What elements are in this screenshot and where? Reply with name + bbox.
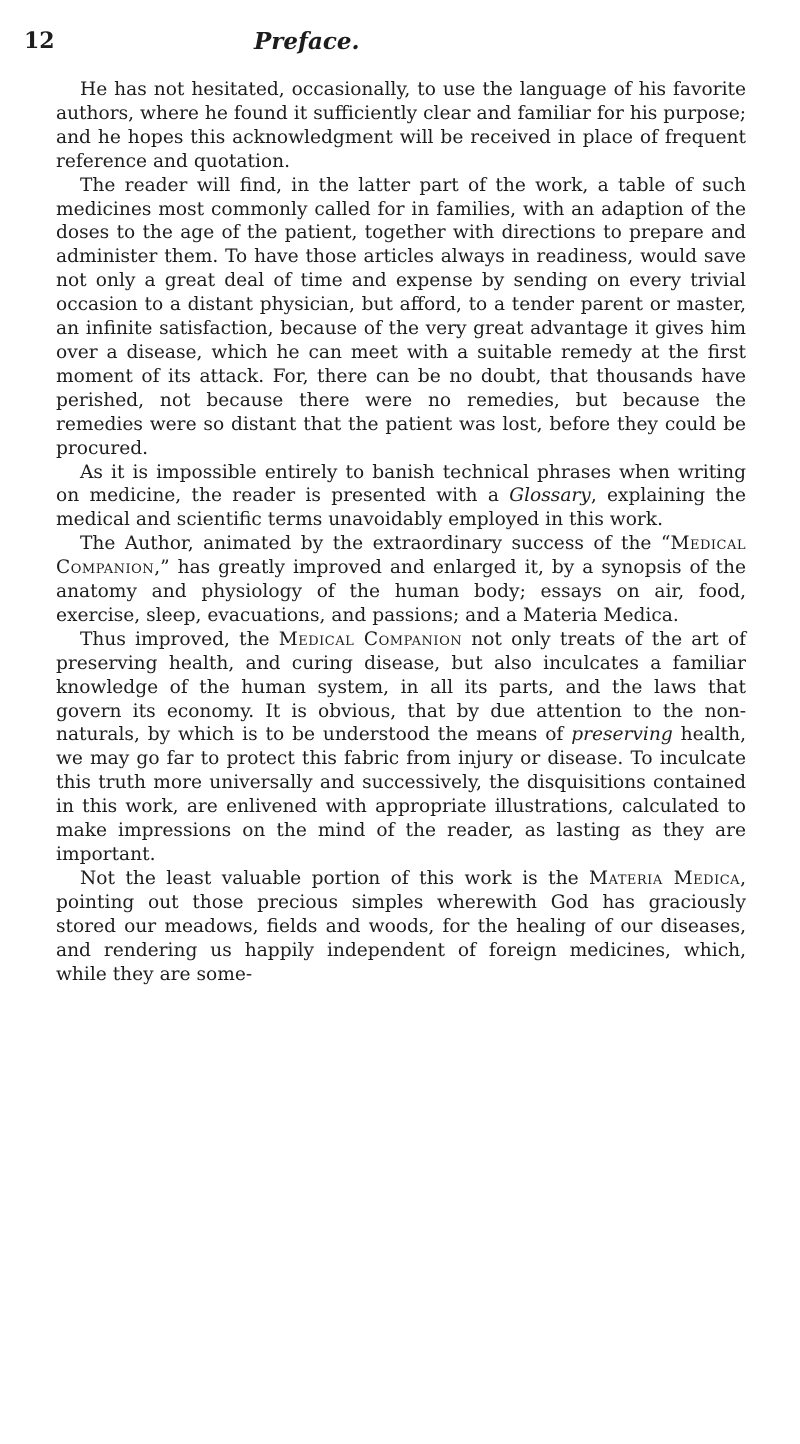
paragraph-5-text-end: health, we may go far to protect this fabric from injury or disease. To inculcate this truth more universally and successively, the disquisitions contained in this work, are enlivened with appropriate illustrations, calculated to make impressions on the mind of the reader, as lasting as they are important.: [56, 724, 746, 865]
paragraph-5: [56, 628, 746, 867]
emphasized-word: preserving: [571, 724, 673, 746]
body-text: [56, 78, 746, 986]
paragraph-1: [56, 78, 746, 174]
paragraph-3: [56, 461, 746, 533]
paragraph-2: [56, 174, 746, 461]
paragraph-6: [56, 867, 746, 987]
paragraph-3-text-start: As it is impossible entirely to banish technical phrases when writing on medicine, the reader is presented with a: [56, 461, 746, 507]
book-title-small-caps: Medical Companion: [56, 533, 746, 579]
running-title: Preface.: [254, 28, 360, 55]
paragraph-5-text-start: Thus improved, the: [80, 628, 279, 650]
paragraph-4: [56, 532, 746, 628]
paragraph-1-text: He has not hesitated, occasionally, to use the language of his favorite authors, where he found it sufficiently clear and familiar for his purpose; and he hopes this acknowledgment will be received in place of frequent reference and quotation.: [56, 79, 746, 172]
paragraph-4-text-end: ,” has greatly improved and enlarged it, by a synopsis of the anatomy and physiology of the human body; essays on air, food, exercise, sleep, evacuations, and passions; and a Materia Medica.: [56, 557, 746, 626]
page-number: 12: [24, 28, 55, 54]
paragraph-6-text-end: , pointing out those precious simples wherewith God has graciously stored our meadows, fields and woods, for the healing of our diseases, and rendering us happily independent of foreign medicines, which, while they are some-: [56, 867, 746, 985]
materia-medica-small-caps: Materia Medica: [589, 867, 741, 889]
running-head: [24, 28, 724, 62]
paragraph-3-text-end: , explaining the medical and scientific terms unavoidably employed in this work.: [56, 485, 746, 531]
paragraph-2-text: The reader will find, in the latter part of the work, a table of such medicines most commonly called for in families, with an adaption of the doses to the age of the patient, together with directions to prepare and administer them. To have those articles always in readiness, would save not only a great deal of time and expense by sending on every trivial occasion to a distant physician, but afford, to a tender parent or master, an infinite satisfaction, because of the very great advantage it gives him over a disease, which he can meet with a suitable remedy at the first moment of its attack. For, there can be no doubt, that thousands have perished, not because there were no remedies, but because the remedies were so distant that the patient was lost, before they could be procured.: [56, 174, 746, 459]
paragraph-4-text-start: The Author, animated by the extraordinary success of the “: [80, 533, 671, 555]
paragraph-6-text-start: Not the least valuable portion of this work is the: [80, 867, 590, 889]
paragraph-5-text-middle: not only treats of the art of preserving health, and curing disease, but also inculcates a familiar knowledge of the human system, in all its parts, and the laws that govern its economy. It is obvious, that by due attention to the non-naturals, by which is to be understood the means of: [56, 628, 746, 746]
book-title-small-caps: Medical Companion: [278, 628, 463, 650]
glossary-term: Glossary: [509, 485, 591, 507]
